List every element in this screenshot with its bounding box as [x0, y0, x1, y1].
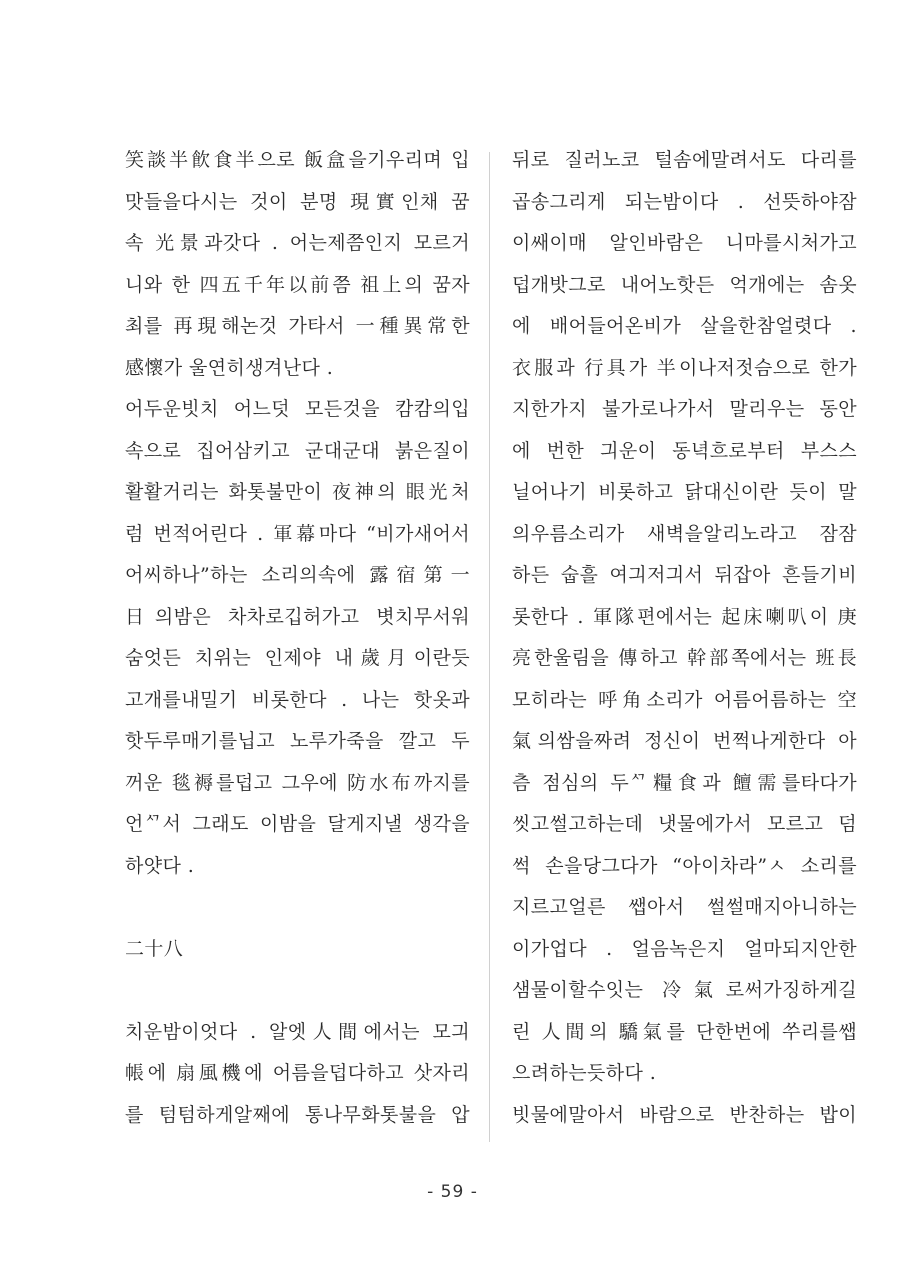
right-column-line: 곱송그리게 되는밤이다 . 선뜻하야잠: [512, 190, 857, 213]
page-number: - 59 -: [427, 1182, 478, 1202]
right-column-line: 뒤로 질러노코 털솜에말려서도 다리를: [512, 149, 857, 171]
right-column-line: 에 번한 긔운이 동녁흐로부터 부스스: [512, 439, 857, 462]
left-column-line: 핫두루매기를닙고 노루가죽을 깔고 두: [125, 730, 470, 752]
left-column-line: 어두운빗치 어느덧 모든것을 캄캄의입: [125, 398, 470, 420]
left-column-line: 어씨하나”하는 소리의속에 露宿第一: [125, 564, 470, 586]
right-text-column: [512, 140, 857, 1136]
right-column-line: 린 人間의 驕氣를 단한번에 쑤리를쌥: [512, 1020, 857, 1043]
left-column-line: 언ᄭ서 그래도 이밤을 달게지낼 생각을: [125, 813, 470, 835]
right-column-line: 닐어나기 비롯하고 닭대신이란 듯이 말: [512, 481, 857, 503]
left-column-line: 최를 再現해논것 가타서 一種異常한: [125, 315, 470, 337]
left-text-column: [125, 140, 470, 1136]
left-column-line: 二十八: [125, 937, 184, 960]
right-column-line: 氣의쌈을짜려 정신이 번쩍나게한다 아: [512, 730, 857, 752]
right-column-line: 츰 점심의 두ᄭ糧食과 饘需를타다가: [512, 771, 857, 794]
right-column-line: 모히라는 呼角소리가 어름어름하는 空: [512, 688, 857, 711]
left-column-line: 치운밤이엇다 . 알엣人間에서는 모긔: [125, 1020, 470, 1043]
right-column-line: 亮한울림을 傳하고 幹部쪽에서는 班長: [512, 647, 857, 669]
right-column-line: 지한가지 불가로나가서 말리우는 동안: [512, 398, 857, 420]
right-column-line: 덥개밧그로 내어노핫든 억개에는 솜옷: [512, 273, 857, 296]
left-column-line: 帳에 扇風機에 어름을덥다하고 삿자리: [125, 1062, 470, 1084]
right-column-line: 하든 숩흘 여긔저긔서 뒤잡아 흔들기비: [512, 564, 857, 586]
left-column-line: 를 텀텀하게알째에 통나무화톳불을 압: [125, 1103, 470, 1126]
left-column-line: 笑談半飮食半으로 飯盒을기우리며 입: [125, 149, 470, 171]
left-column-line: 속 光景과갓다 . 어는제쯤인지 모르거: [125, 232, 470, 254]
left-column-line: [125, 887, 470, 929]
right-column-line: 빗물에말아서 바람으로 반찬하는 밥이: [512, 1103, 857, 1126]
right-column-line: 으려하는듯하다 .: [512, 1062, 657, 1084]
right-column-line: 의우름소리가 새벽을알리노라고 잠잠: [512, 522, 857, 545]
right-column-line: 씻고썰고하는데 냇물에가서 모르고 덤: [512, 813, 857, 835]
left-column-line: [125, 970, 470, 1012]
right-column-line: 衣服과 行具가 半이나저젓슴으로 한가: [512, 356, 857, 379]
right-column-line: 이가업다 . 얼음녹은지 얼마되지안한: [512, 937, 857, 960]
right-column-line: 지르고얼른 쌥아서 썰썰매지아니하는: [512, 896, 857, 918]
left-column-line: 럼 번적어린다 . 軍幕마다 “비가새어서: [125, 522, 470, 545]
left-column-line: 感懷가 울연히생겨난다 .: [125, 356, 334, 379]
left-column-line: 하얏다 .: [125, 854, 195, 877]
column-divider: [489, 152, 490, 1142]
left-column-line: 속으로 집어삼키고 군대군대 붉은질이: [125, 439, 470, 462]
left-column-line: 활활거리는 화톳불만이 夜神의 眼光처: [125, 481, 470, 503]
left-column-line: 니와 한 四五千年以前쯤 祖上의 꿈자: [125, 273, 470, 296]
right-column-line: 롯한다 . 軍隊편에서는 起床喇叭이 庚: [512, 605, 857, 628]
left-column-line: 日의밤은 차차로깁허가고 볏치무서워: [125, 605, 470, 628]
left-column-line: 고개를내밀기 비롯한다 . 나는 핫옷과: [125, 688, 470, 711]
left-column-line: 꺼운 毯褥를덥고 그우에 防水布까지를: [125, 771, 470, 794]
right-column-line: 이쌔이매 알인바람은 니마를시처가고: [512, 232, 857, 254]
right-column-line: 에 배어들어온비가 살을한참얼렷다 .: [512, 315, 857, 337]
left-column-line: 맛들을다시는 것이 분명 現實인채 꿈: [125, 190, 470, 213]
right-column-line: 썩 손을당그다가 “아이차라”ㅅ 소리를: [512, 854, 857, 877]
right-column-line: 샘물이할수잇는 冷氣로써가징하게길: [512, 979, 857, 1001]
left-column-line: 숨엇든 치위는 인제야 내歲月이란듯: [125, 647, 470, 669]
